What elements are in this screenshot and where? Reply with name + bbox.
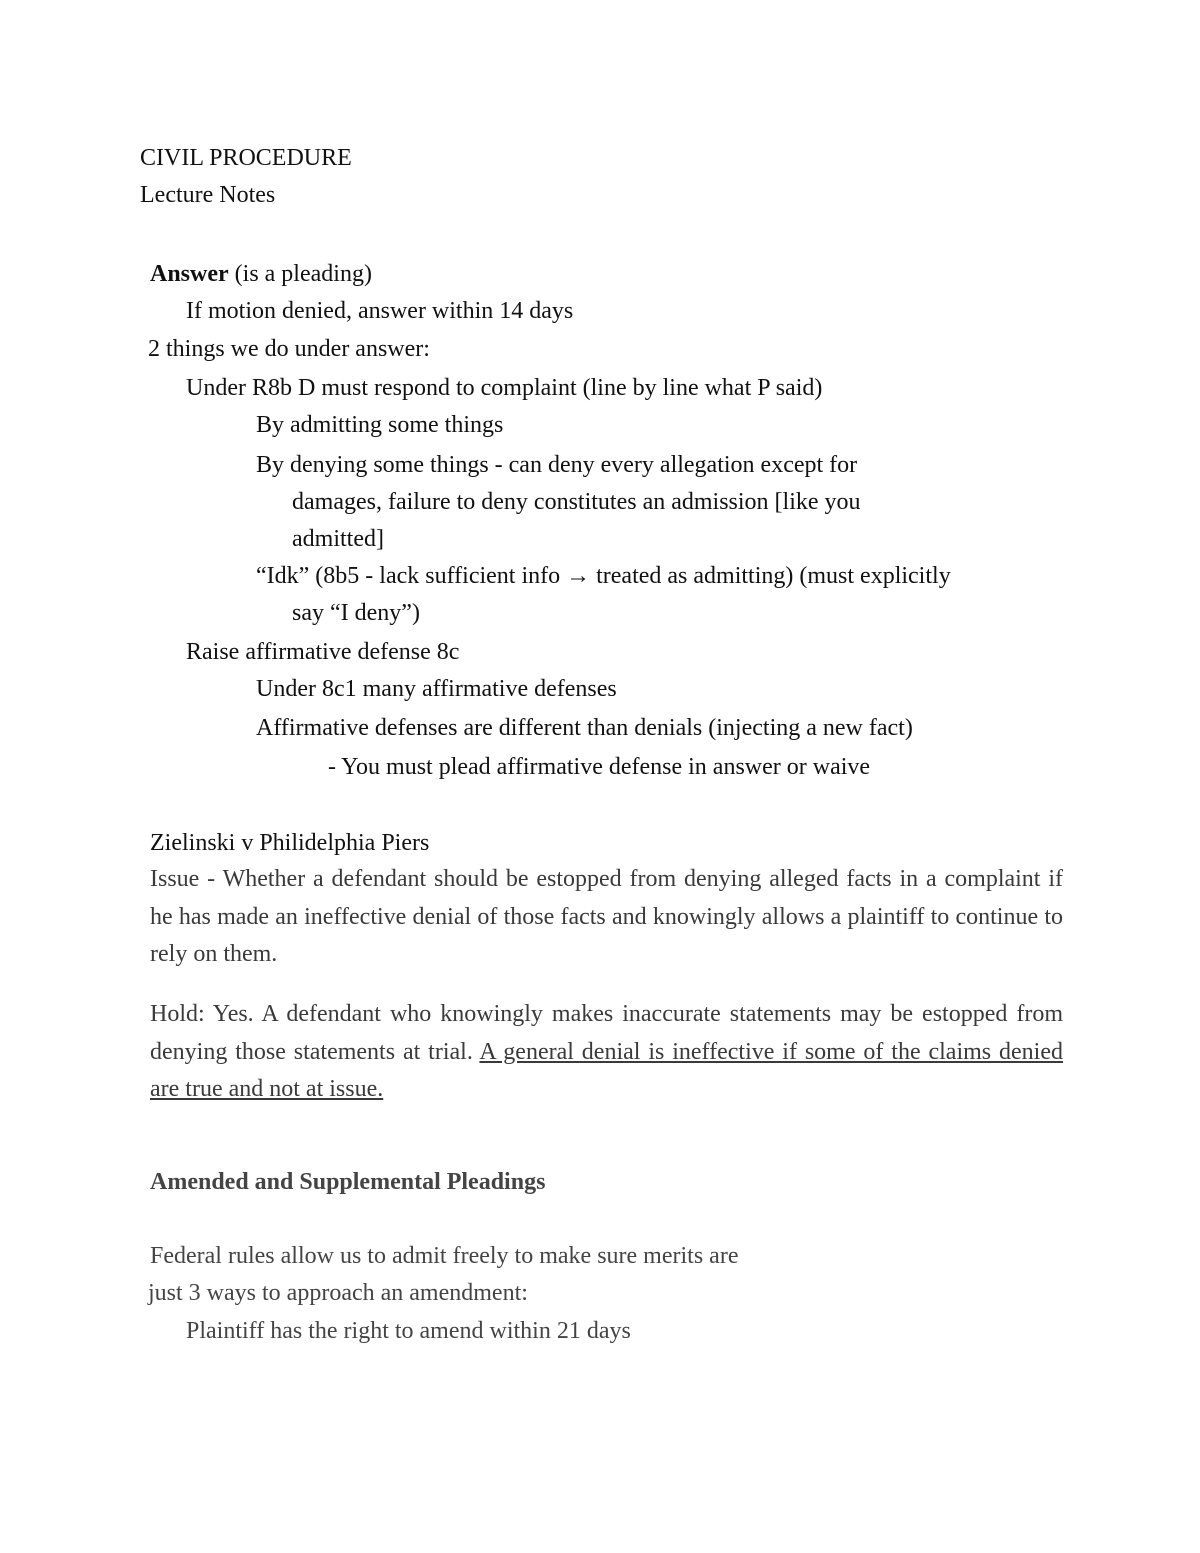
affirmative-different-line: Affirmative defenses are different than denials (injecting a new fact) (256, 715, 913, 741)
amended-pleadings-heading: Amended and Supplemental Pleadings (150, 1169, 546, 1195)
idk-line-1: “Idk” (8b5 - lack sufficient info → treated as admitting) (must explicitly (256, 563, 951, 589)
plaintiff-right-line: Plaintiff has the right to amend within 21 days (186, 1318, 631, 1344)
federal-rules-line: Federal rules allow us to admit freely to make sure merits are (150, 1243, 739, 1269)
admitting-line: By admitting some things (256, 412, 504, 438)
answer-heading (150, 260, 372, 288)
course-title: CIVIL PROCEDURE (140, 145, 352, 171)
three-ways-line: just 3 ways to approach an amendment: (148, 1280, 528, 1306)
case-title: Zielinski v Philidelphia Piers (150, 830, 430, 856)
two-things-line: 2 things we do under answer: (148, 336, 430, 362)
denying-line-1: By denying some things - can deny every allegation except for (256, 452, 858, 478)
raise-affirmative-line: Raise affirmative defense 8c (186, 639, 460, 665)
idk-line-2: say “I deny”) (292, 600, 420, 626)
motion-denied-line: If motion denied, answer within 14 days (186, 298, 574, 324)
r8b-line: Under R8b D must respond to complaint (line by line what P said) (186, 375, 823, 401)
denying-line-2: damages, failure to deny constitutes an admission [like you (292, 489, 861, 515)
must-plead-line: - You must plead affirmative defense in answer or waive (328, 754, 871, 780)
denying-line-3: admitted] (292, 526, 384, 552)
case-holding-paragraph (150, 996, 1063, 1109)
case-issue-paragraph: Issue - Whether a defendant should be estopped from denying alleged facts in a complaint if he has made an ineffective denial of those facts and knowingly allows a plaintiff to continue to rely on them. (150, 866, 1063, 967)
lecture-notes-subtitle: Lecture Notes (140, 182, 276, 208)
under-8c1-line: Under 8c1 many affirmative defenses (256, 676, 617, 702)
answer-heading-bold: Answer (150, 261, 229, 287)
holding-text: Hold: Yes. A defendant who knowingly makes inaccurate statements may be estopped from denying those statements at trial. (150, 1001, 1063, 1065)
answer-heading-rest: (is a pleading) (228, 261, 372, 287)
holding-underlined-text: A general denial is ineffective if some of the claims denied are true and not at issue. (150, 1038, 1063, 1102)
